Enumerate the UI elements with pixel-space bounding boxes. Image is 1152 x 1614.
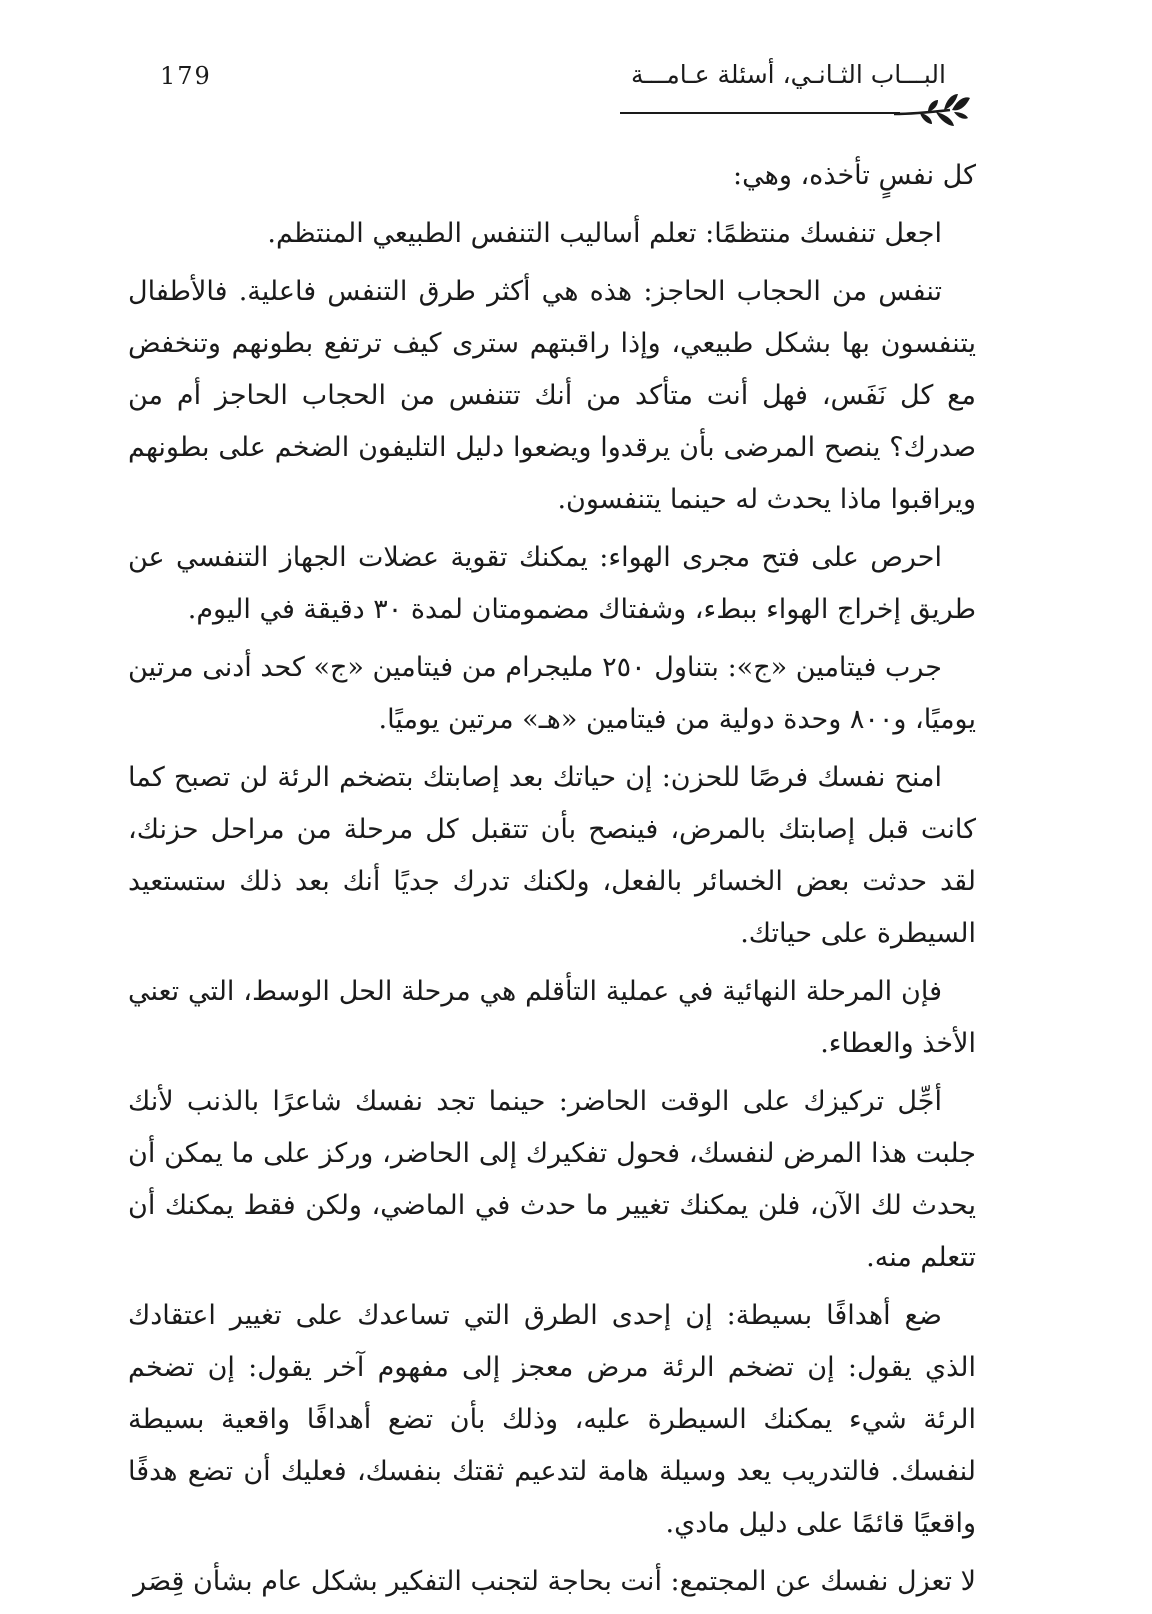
paragraph-heading: لا تعزل نفسك عن المجتمع: (670, 1566, 976, 1597)
paragraph-text: يمكنك تقوية عضلات الجهاز التنفسي عن طريق إخراج الهواء ببطء، وشفتاك مضمومتان لمدة ٣٠ دقيقة في اليوم. (128, 542, 976, 625)
paragraph-text: كل نفسٍ تأخذه، وهي: (733, 160, 976, 191)
leaf-ornament-icon (892, 92, 972, 132)
paragraph-airway (128, 532, 976, 636)
paragraph-goals (128, 1290, 976, 1550)
paragraph-intro (128, 150, 976, 202)
paragraph-heading: جرب فيتامين «ج»: (727, 652, 942, 683)
paragraph-text: بتناول ٢٥٠ مليجرام من فيتامين «ج» كحد أدنى مرتين يوميًا، و٨٠٠ وحدة دولية من فيتامين «هـ» مرتين يوميًا. (128, 652, 976, 735)
paragraph-heading: احرص على فتح مجرى الهواء: (599, 542, 942, 573)
paragraph-text: فإن المرحلة النهائية في عملية التأقلم هي مرحلة الحل الوسط، التي تعني الأخذ والعطاء. (128, 976, 976, 1059)
paragraph-text: إن حياتك بعد إصابتك بتضخم الرئة لن تصبح كما كانت قبل إصابتك بالمرض، فينصح بأن تتقبل كل مرحلة من مراحل حزنك، لقد حدثت بعض الخسائر بالفعل، ولكنك تدرك جديًا أنك بعد ذلك ستستعيد السيطرة على حياتك. (128, 762, 976, 949)
paragraph-heading: اجعل تنفسك منتظمًا: (705, 218, 942, 249)
paragraph-text: حينما تجد نفسك شاعرًا بالذنب لأنك جلبت هذا المرض لنفسك، فحول تفكيرك إلى الحاضر، وركز على ما يمكن أن يحدث لك الآن، فلن يمكنك تغيير ما حدث في الماضي، ولكن فقط يمكنك أن تتعلم منه. (128, 1086, 976, 1273)
paragraph-breathing-regular (128, 208, 976, 260)
paragraph-heading: ضع أهدافًا بسيطة: (726, 1300, 942, 1331)
paragraph-present (128, 1076, 976, 1284)
paragraph-text: إن إحدى الطرق التي تساعدك على تغيير اعتقادك الذي يقول: إن تضخم الرئة مرض معجز إلى مفهوم آخر يقول: إن تضخم الرئة شيء يمكنك السيطرة عليه، وذلك بأن تضع أهدافًا واقعية بسيطة لنفسك. فالتدريب يعد وسيلة هامة لتدعيم ثقتك بنفسك، فعليك أن تضع هدفًا واقعيًا قائمًا على دليل مادي. (128, 1300, 976, 1539)
paragraph-isolation (128, 1556, 976, 1608)
paragraph-heading: امنح نفسك فرصًا للحزن: (661, 762, 942, 793)
paragraph-text: أنت بحاجة لتجنب التفكير بشكل عام بشأن قِصَر (133, 1566, 662, 1597)
paragraph-grief (128, 752, 976, 960)
paragraph-final-stage (128, 966, 976, 1070)
page-body (128, 150, 976, 1614)
page-header (150, 58, 968, 138)
page-number: 179 (160, 62, 212, 90)
paragraph-text: تعلم أساليب التنفس الطبيعي المنتظم. (267, 218, 697, 249)
paragraph-vitamin-c (128, 642, 976, 746)
paragraph-text: هذه هي أكثر طرق التنفس فاعلية. فالأطفال يتنفسون بها بشكل طبيعي، وإذا راقبتهم سترى كيف ترتفع بطونهم وتنخفض مع كل نَفَس، فهل أنت متأكد من أنك تتنفس من الحجاب الحاجز أم من صدرك؟ ينصح المرضى بأن يرقدوا ويضعوا دليل التليفون الضخم على بطونهم ويراقبوا ماذا يحدث له حينما يتنفسون. (128, 276, 976, 515)
running-title: البـــاب الثـانـي، أسئلة عـامـــة (630, 60, 946, 89)
paragraph-heading: تنفس من الحجاب الحاجز: (643, 276, 942, 307)
paragraph-diaphragm (128, 266, 976, 526)
paragraph-heading: أجِّل تركيزك على الوقت الحاضر: (558, 1086, 942, 1117)
header-rule (620, 112, 900, 114)
